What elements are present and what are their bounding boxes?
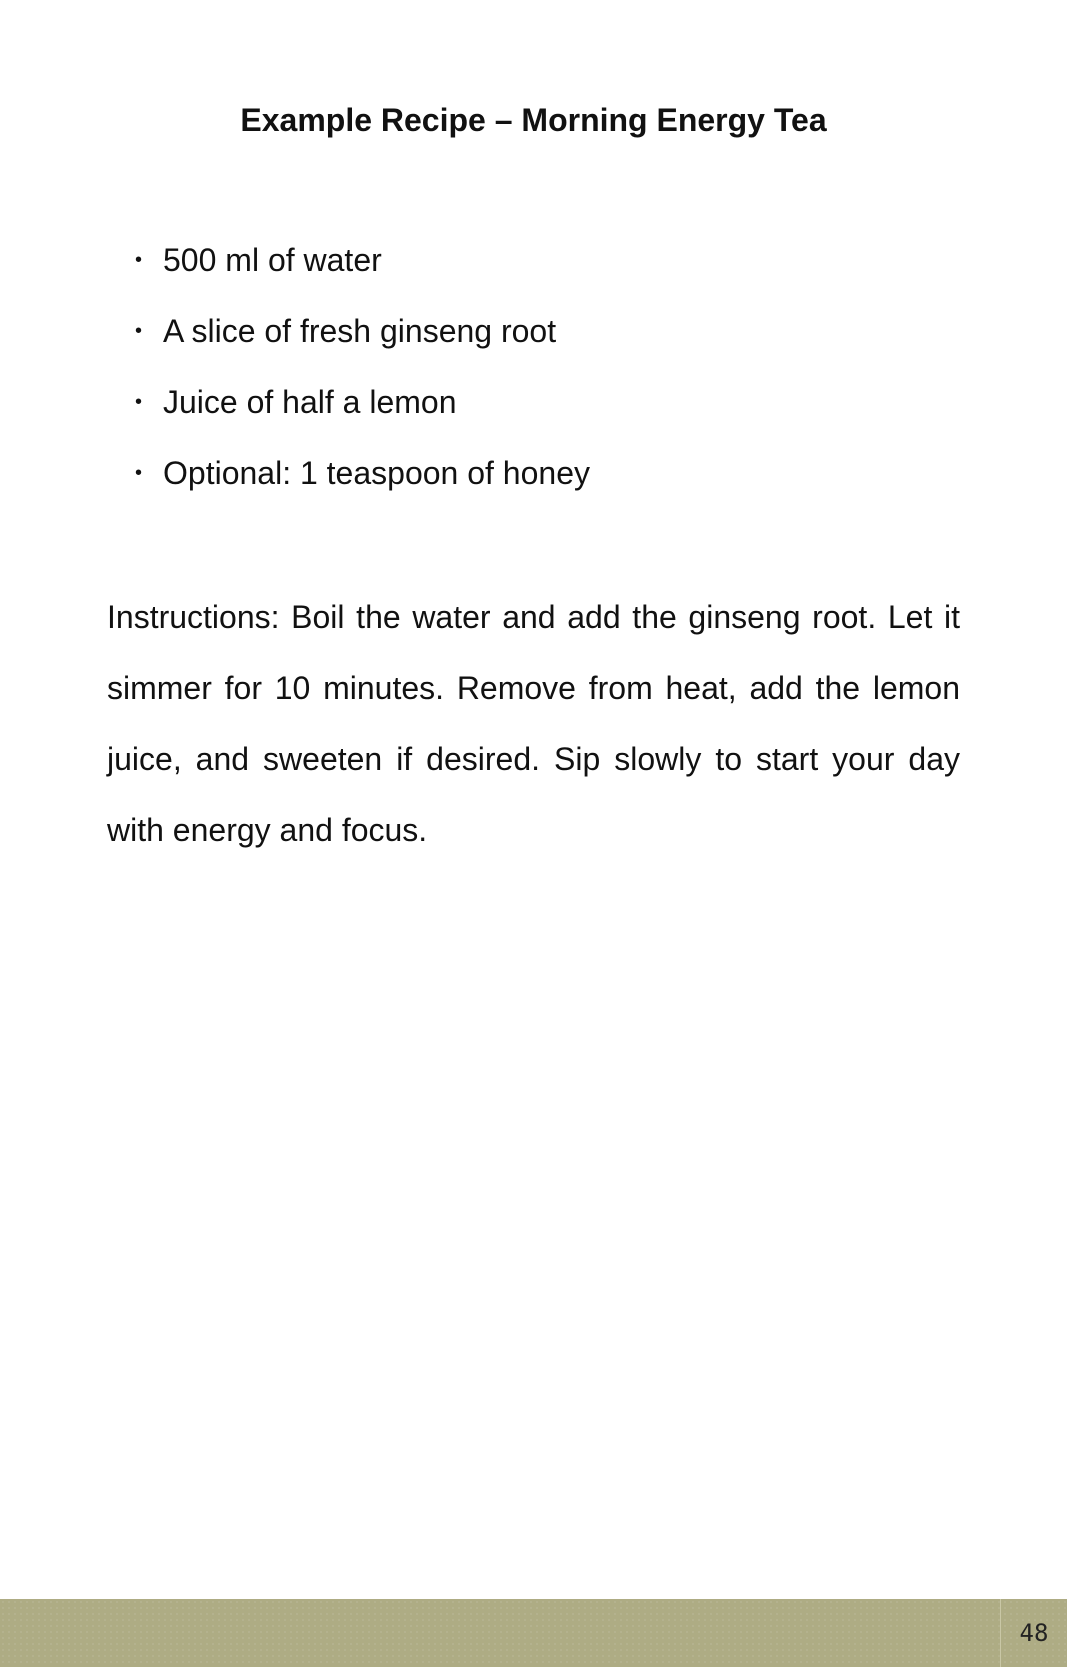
list-item <box>130 311 590 351</box>
ingredient-text: Juice of half a lemon <box>163 384 457 420</box>
instructions-paragraph: Instructions: Boil the water and add the ginseng root. Let it simmer for 10 minutes. Remove from heat, add the lemon juice, and sweeten if desired. Sip slowly to start your day with energy and focus. <box>107 599 960 848</box>
bullet-icon: • <box>135 320 143 342</box>
footer-bar <box>0 1599 1067 1667</box>
bullet-icon: • <box>135 249 143 271</box>
ingredient-text: A slice of fresh ginseng root <box>163 313 557 349</box>
ingredient-list <box>130 240 590 524</box>
list-item <box>130 453 590 493</box>
page-title: Example Recipe – Morning Energy Tea <box>240 102 827 138</box>
page-number: 48 <box>1000 1599 1067 1667</box>
bullet-icon: • <box>135 462 143 484</box>
ingredient-text: Optional: 1 teaspoon of honey <box>163 455 590 491</box>
list-item <box>130 382 590 422</box>
bullet-icon: • <box>135 391 143 413</box>
list-item <box>130 240 590 280</box>
ingredient-text: 500 ml of water <box>163 242 382 278</box>
